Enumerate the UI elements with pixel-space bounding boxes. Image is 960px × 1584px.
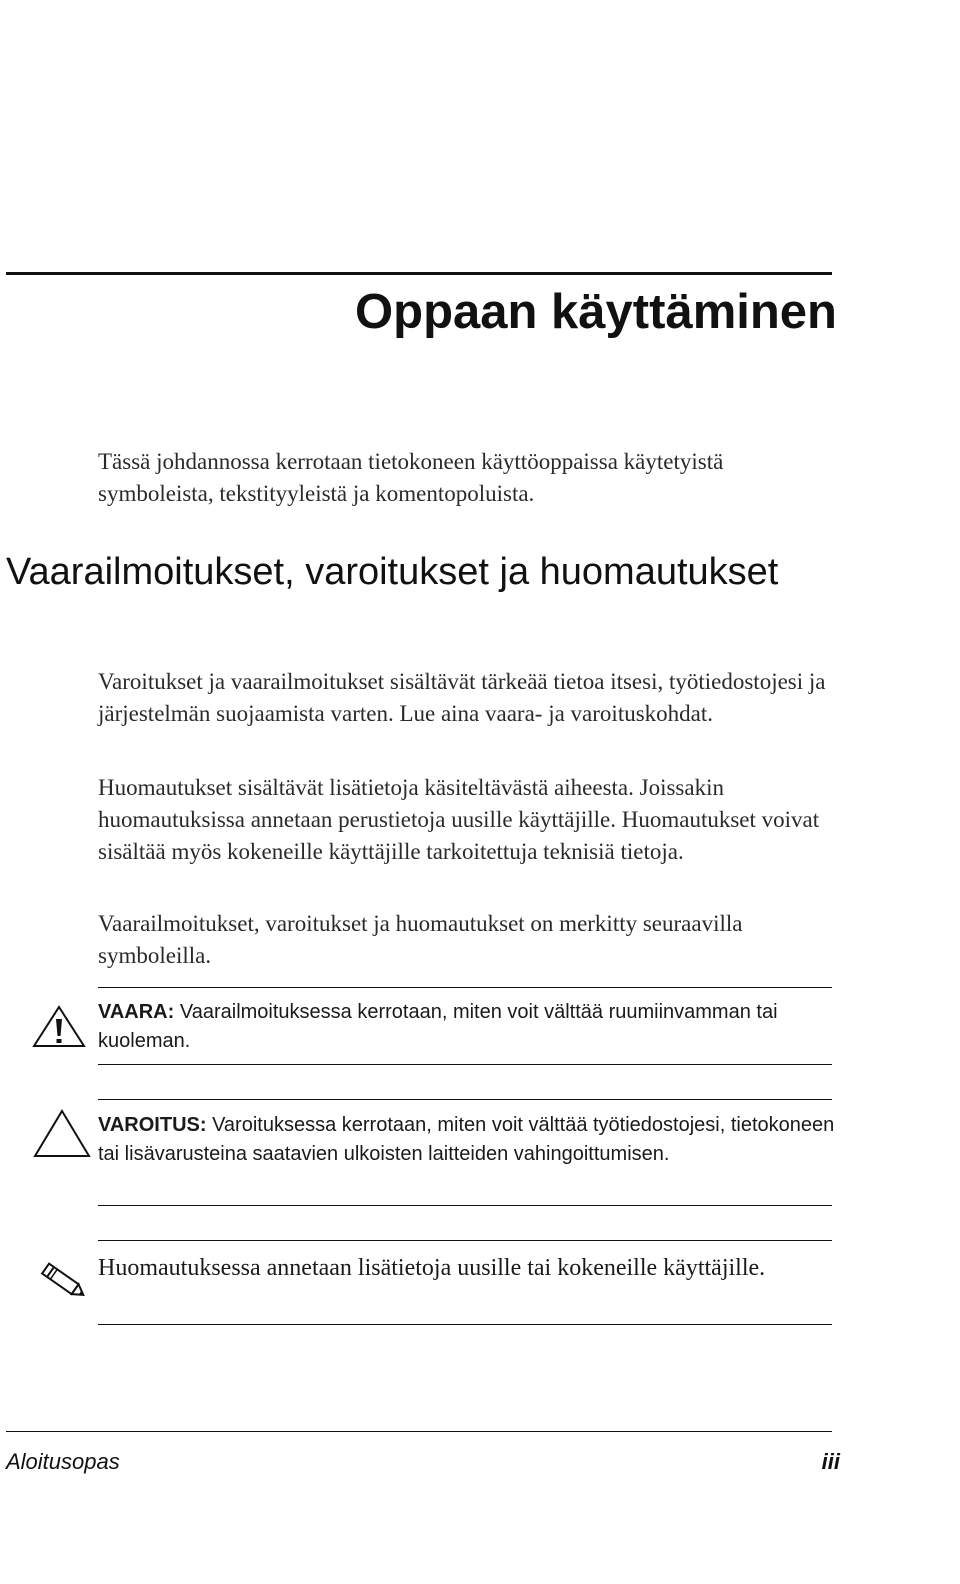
section-heading: Vaarailmoitukset, varoitukset ja huomautukset [6, 551, 779, 593]
danger-top-rule [98, 987, 832, 988]
caution-notice [98, 1111, 838, 1169]
note-text: Huomautuksessa annetaan lisätietoja uusille tai kokeneille käyttäjille. [98, 1255, 766, 1281]
caution-top-rule [98, 1099, 832, 1100]
caution-bottom-rule [98, 1205, 832, 1206]
caution-label: VAROITUS: [98, 1114, 207, 1136]
note-top-rule [98, 1240, 832, 1241]
caution-text: Varoituksessa kerrotaan, miten voit välttää työtiedostojesi, tietokoneen tai lisävarusteina saatavien ulkoisten laitteiden vahingoittumisen. [98, 1114, 835, 1165]
chapter-top-rule [6, 272, 832, 275]
caution-triangle-icon [32, 1108, 92, 1158]
danger-text: Vaarailmoituksessa kerrotaan, miten voit välttää ruumiinvamman tai kuoleman. [98, 1001, 778, 1052]
footer-book-title: Aloitusopas [6, 1449, 120, 1474]
footer-page-number: iii [821, 1449, 840, 1474]
danger-bottom-rule [98, 1064, 832, 1065]
chapter-title: Oppaan käyttäminen [355, 285, 837, 339]
section-paragraph-3: Vaarailmoitukset, varoitukset ja huomautukset on merkitty seuraavilla symboleilla. [98, 911, 743, 968]
section-paragraph-2: Huomautukset sisältävät lisätietoja käsiteltävästä aiheesta. Joissakin huomautuksissa annetaan perustietoja uusille käyttäjille. Huomautukset voivat sisältää myös kokeneille käyttäjille tarkoitettuja teknisiä tietoja. [98, 775, 820, 864]
pencil-icon [34, 1258, 90, 1302]
section-paragraph-1: Varoitukset ja vaarailmoitukset sisältävät tärkeää tietoa itsesi, työtiedostojesi ja järjestelmän suojaamista varten. Lue aina vaara- ja varoituskohdat. [98, 669, 826, 726]
danger-notice [98, 998, 838, 1056]
warning-triangle-exclamation-icon [32, 1004, 86, 1048]
footer-rule [6, 1431, 832, 1432]
intro-paragraph: Tässä johdannossa kerrotaan tietokoneen käyttöoppaissa käytetyistä symboleista, tekstityyleistä ja komentopoluista. [98, 449, 724, 506]
danger-label: VAARA: [98, 1001, 175, 1023]
note-bottom-rule [98, 1324, 832, 1325]
